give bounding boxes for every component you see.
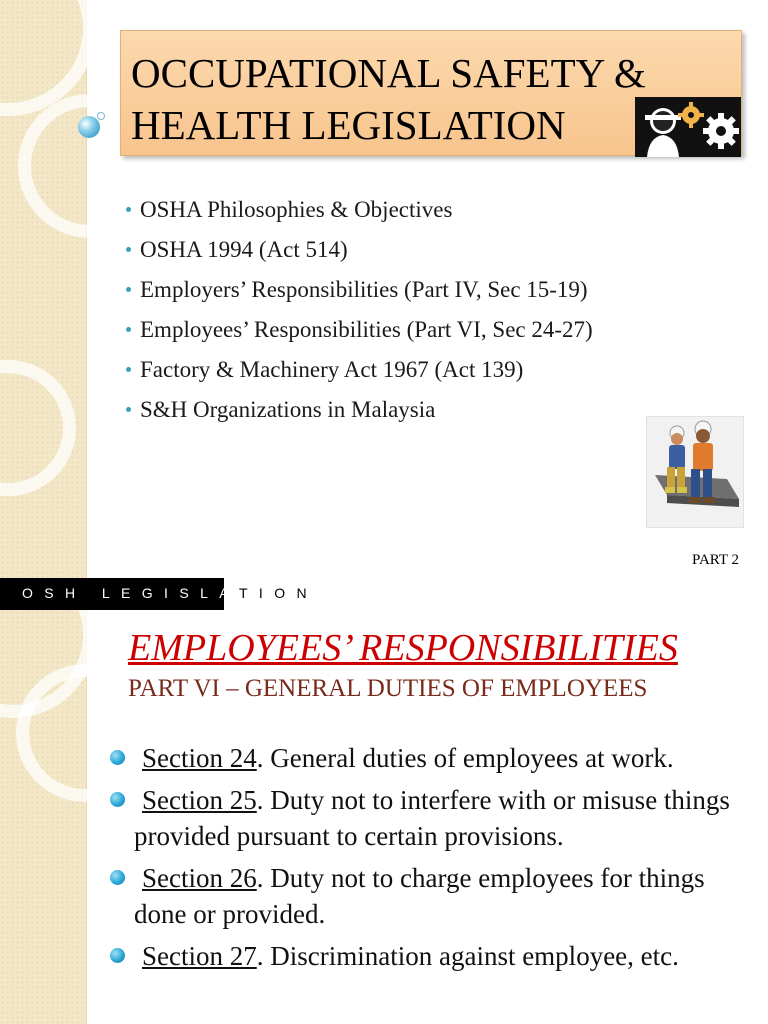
list-item (110, 740, 750, 776)
list-item: Factory & Machinery Act 1967 (Act 139) (124, 350, 593, 390)
bullet-dot-icon (110, 948, 125, 963)
section-text: . Duty not to interfere with or misuse things provided pursuant to certain provisions. (134, 785, 730, 851)
bubble-icon (78, 116, 100, 138)
two-workers-sitting-icon (646, 416, 744, 528)
section-list (110, 740, 750, 980)
section-name: Section 24 (142, 743, 257, 773)
list-item: Employers’ Responsibilities (Part IV, Sec 15-19) (124, 270, 593, 310)
small-bubble-icon (97, 112, 105, 120)
bullet-dot-icon (126, 367, 131, 372)
footer-title: OSH LEGISLATION (22, 585, 319, 601)
list-item (110, 860, 750, 932)
slide-title-line-1: OCCUPATIONAL SAFETY & (131, 50, 646, 96)
footer-band (0, 578, 768, 610)
list-item: S&H Organizations in Malaysia (124, 390, 593, 430)
section-text: . Duty not to charge employees for things done or provided. (134, 863, 705, 929)
section-name: Section 25 (142, 785, 257, 815)
list-item: OSHA 1994 (Act 514) (124, 230, 593, 270)
bullet-dot-icon (110, 870, 125, 885)
list-item: Employees’ Responsibilities (Part VI, Sec 24-27) (124, 310, 593, 350)
section-name: Section 27 (142, 941, 257, 971)
decorative-ring (0, 360, 76, 496)
topic-list (124, 190, 593, 430)
bullet-dot-icon (126, 407, 131, 412)
list-item: OSHA Philosophies & Objectives (124, 190, 593, 230)
decorative-side-strip (0, 610, 87, 1024)
bullet-dot-icon (110, 750, 125, 765)
list-item (110, 782, 750, 854)
bullet-dot-icon (126, 327, 131, 332)
part-label: PART 2 (692, 552, 740, 568)
section-name: Section 26 (142, 863, 257, 893)
slide-title-line-2: HEALTH LEGISLATION (131, 102, 566, 148)
bullet-dot-icon (126, 207, 131, 212)
decorative-side-strip (0, 0, 87, 578)
title-box (120, 30, 742, 156)
bullet-dot-icon (126, 287, 131, 292)
slide-2 (0, 610, 768, 1024)
bullet-dot-icon (110, 792, 125, 807)
worker-gears-icon (635, 97, 741, 157)
list-item (110, 938, 750, 974)
section-subheading: PART VI – GENERAL DUTIES OF EMPLOYEES (128, 675, 648, 702)
section-text: . Discrimination against employee, etc. (256, 941, 679, 971)
section-text: . General duties of employees at work. (256, 743, 674, 773)
section-heading: EMPLOYEES’ RESPONSIBILITIES (128, 627, 678, 669)
bullet-dot-icon (126, 247, 131, 252)
